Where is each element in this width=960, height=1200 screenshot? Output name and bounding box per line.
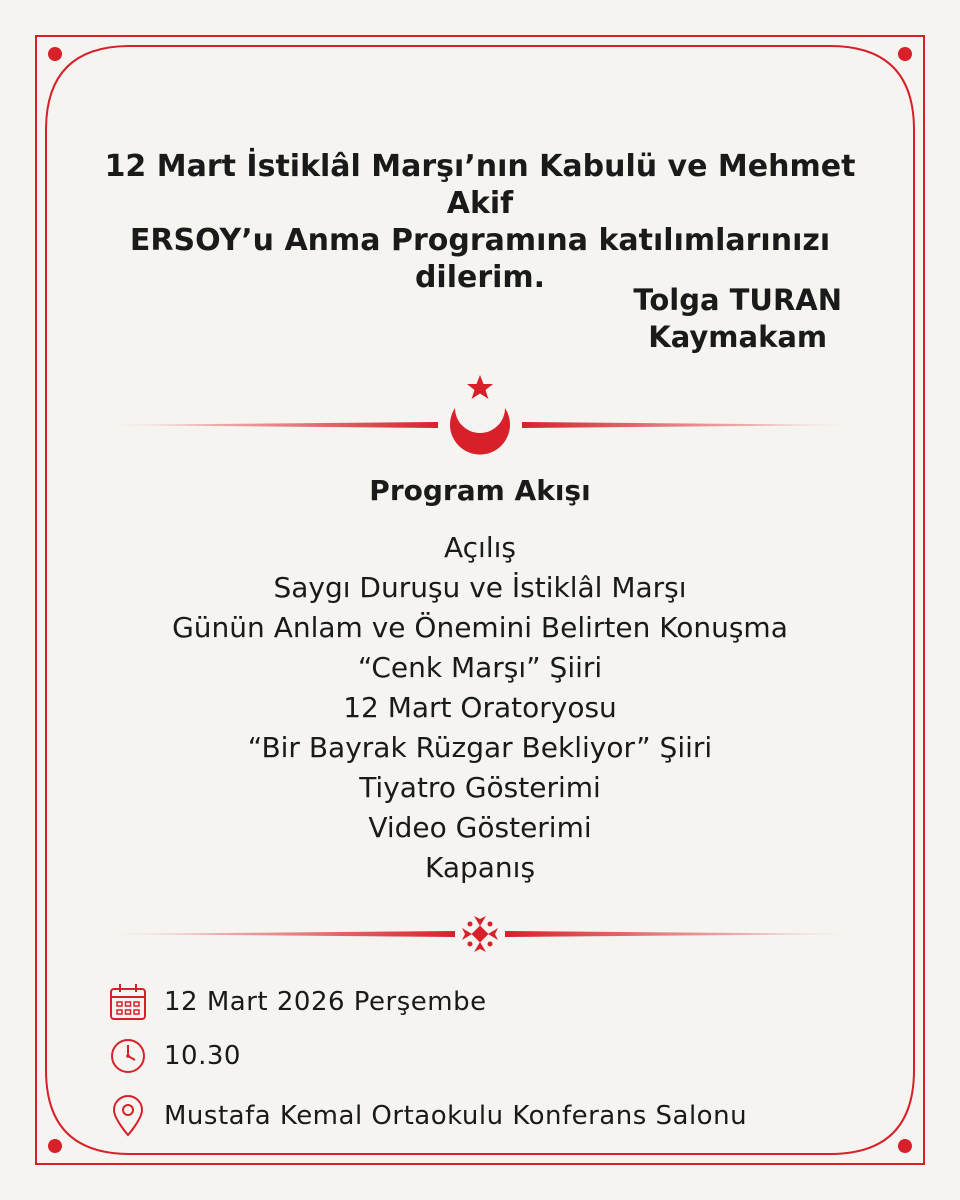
- program-title: Program Akışı: [369, 474, 591, 507]
- program-item: Kapanış: [424, 851, 536, 884]
- program-list: [0, 528, 960, 888]
- invitation-line: ERSOY’u Anma Programına katılımlarınızı: [129, 223, 831, 258]
- location-pin-icon: [108, 1094, 148, 1138]
- event-date: 12 Mart 2026 Perşembe: [164, 987, 487, 1017]
- crescent-star-icon: [450, 375, 510, 455]
- corner-dot-icon: [48, 1139, 62, 1153]
- program-item: Tiyatro Gösterimi: [359, 771, 601, 804]
- date-row: [108, 980, 487, 1024]
- corner-dot-icon: [898, 47, 912, 61]
- calendar-icon: [108, 980, 148, 1024]
- program-item: Açılış: [444, 531, 516, 564]
- signer-block: [633, 282, 842, 356]
- program-item: Günün Anlam ve Önemini Belirten Konuşma: [172, 611, 788, 644]
- signer-name: Tolga TURAN: [633, 283, 842, 317]
- clock-icon: [108, 1034, 148, 1078]
- invitation-text: [80, 148, 880, 296]
- ornament-divider: [0, 908, 960, 960]
- signer-title: Kaymakam: [648, 320, 828, 354]
- program-item: “Cenk Marşı” Şiiri: [357, 651, 603, 684]
- invitation-line: 12 Mart İstiklâl Marşı’nın Kabulü ve Mehmet Akif: [104, 149, 856, 221]
- event-time: 10.30: [164, 1041, 241, 1071]
- time-row: [108, 1034, 241, 1078]
- corner-dot-icon: [48, 47, 62, 61]
- invitation-line: dilerim.: [414, 260, 546, 295]
- event-location: Mustafa Kemal Ortaokulu Konferans Salonu: [164, 1101, 748, 1131]
- program-item: Video Gösterimi: [368, 811, 592, 844]
- program-item: 12 Mart Oratoryosu: [343, 691, 617, 724]
- program-item: “Bir Bayrak Rüzgar Bekliyor” Şiiri: [247, 731, 713, 764]
- corner-dot-icon: [898, 1139, 912, 1153]
- program-item: Saygı Duruşu ve İstiklâl Marşı: [273, 571, 687, 604]
- crescent-star-divider: [0, 370, 960, 460]
- location-row: [108, 1094, 747, 1138]
- ornament-icon: [462, 916, 498, 952]
